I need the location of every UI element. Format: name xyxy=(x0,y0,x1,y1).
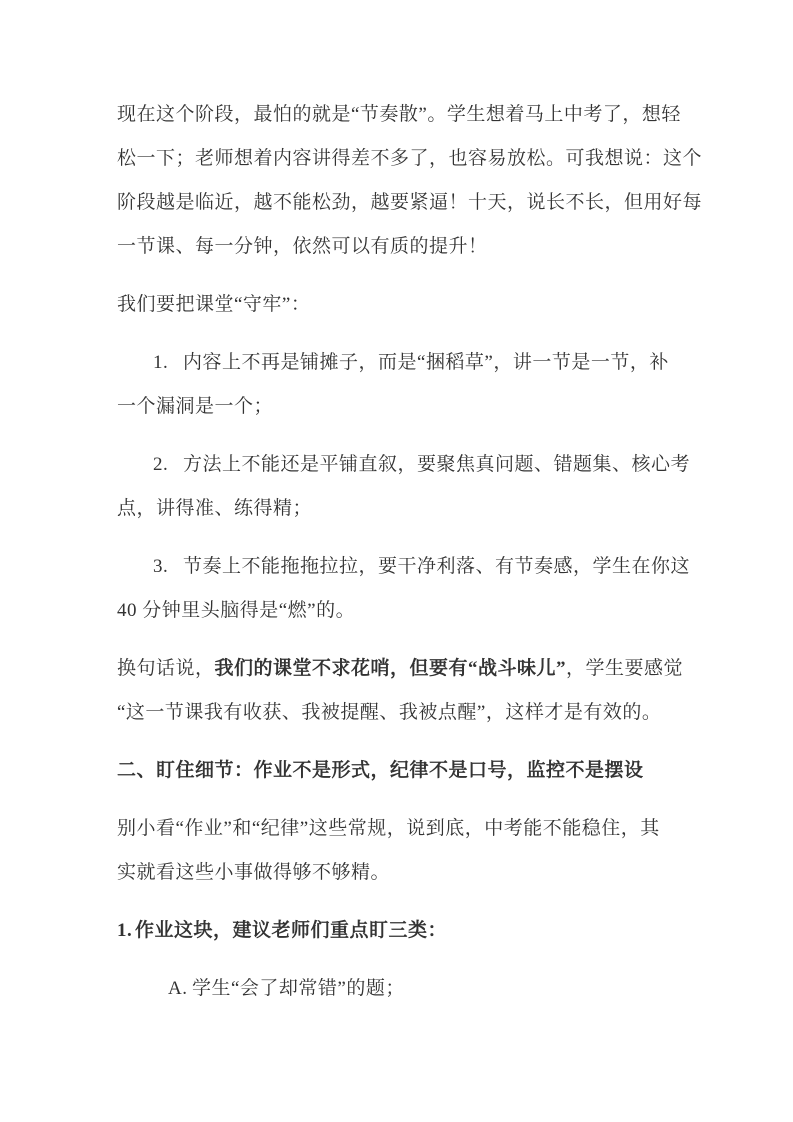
text-bold-emphasis: 我们的课堂不求花哨，但要有“战斗味儿” xyxy=(214,658,567,679)
sub-item-a xyxy=(117,967,703,1011)
list-number: 3. xyxy=(153,556,169,577)
section-heading-2 xyxy=(117,749,703,793)
list-item-wrap-line: 点，讲得准、练得精； xyxy=(117,498,313,519)
text-line xyxy=(117,647,703,691)
bold-point-line xyxy=(117,909,703,953)
list-item-2 xyxy=(117,443,703,531)
text-line: 实就看这些小事做得够不够精。 xyxy=(117,862,391,883)
text-line: 阶段越是临近，越不能松劲，越要紧逼！十天，说长不长，但用好每 xyxy=(117,192,703,213)
text-line: “这一节课我有收获、我被提醒、我被点醒”，这样才是有效的。 xyxy=(117,702,662,723)
list-item-1 xyxy=(117,341,703,429)
text-line: 一节课、每一分钟，依然可以有质的提升！ xyxy=(117,236,488,257)
text-line: 别小看“作业”和“纪律”这些常规，说到底，中考能不能稳住，其 xyxy=(117,818,660,839)
list-text: 节奏上不能拖拖拉拉，要干净利落、有节奏感，学生在你这 xyxy=(183,556,691,577)
bold-point-1 xyxy=(117,909,703,953)
list-number: 1. xyxy=(153,352,169,373)
list-item-wrap-line: 一个漏洞是一个； xyxy=(117,396,274,417)
text-line: 松一下；老师想着内容讲得差不多了，也容易放松。可我想说：这个 xyxy=(117,148,703,169)
list-item-first-line xyxy=(117,443,703,487)
list-item-first-line xyxy=(117,341,703,385)
list-item-3 xyxy=(117,545,703,633)
list-text: 方法上不能还是平铺直叙，要聚焦真问题、错题集、核心考 xyxy=(183,454,691,475)
list-text: 内容上不再是铺摊子，而是“捆稻草”，讲一节是一节，补 xyxy=(183,352,669,373)
text-normal: ，学生要感觉 xyxy=(566,658,684,679)
paragraph-summary xyxy=(117,647,703,735)
point-number: 1. xyxy=(117,920,133,941)
list-item-first-line xyxy=(117,545,703,589)
sub-item-text: 学生“会了却常错”的题； xyxy=(192,978,405,999)
point-text: 作业这块，建议老师们重点盯三类： xyxy=(135,920,448,941)
list-number: 2. xyxy=(153,454,169,475)
heading-text: 二、盯住细节：作业不是形式，纪律不是口号，监控不是摆设 xyxy=(117,760,644,781)
sub-item-line xyxy=(117,967,703,1011)
paragraph-section-body xyxy=(117,807,703,895)
list-item-wrap-line: 40 分钟里头脑得是“燃”的。 xyxy=(117,600,356,621)
sub-item-letter: A. xyxy=(168,978,188,999)
text-line: 现在这个阶段，最怕的就是“节奏散”。学生想着马上中考了，想轻 xyxy=(117,104,681,125)
text-normal: 换句话说， xyxy=(117,658,215,679)
paragraph-lead-in xyxy=(117,283,703,327)
paragraph-intro xyxy=(117,93,703,269)
text-line: 我们要把课堂“守牢”： xyxy=(117,294,311,315)
